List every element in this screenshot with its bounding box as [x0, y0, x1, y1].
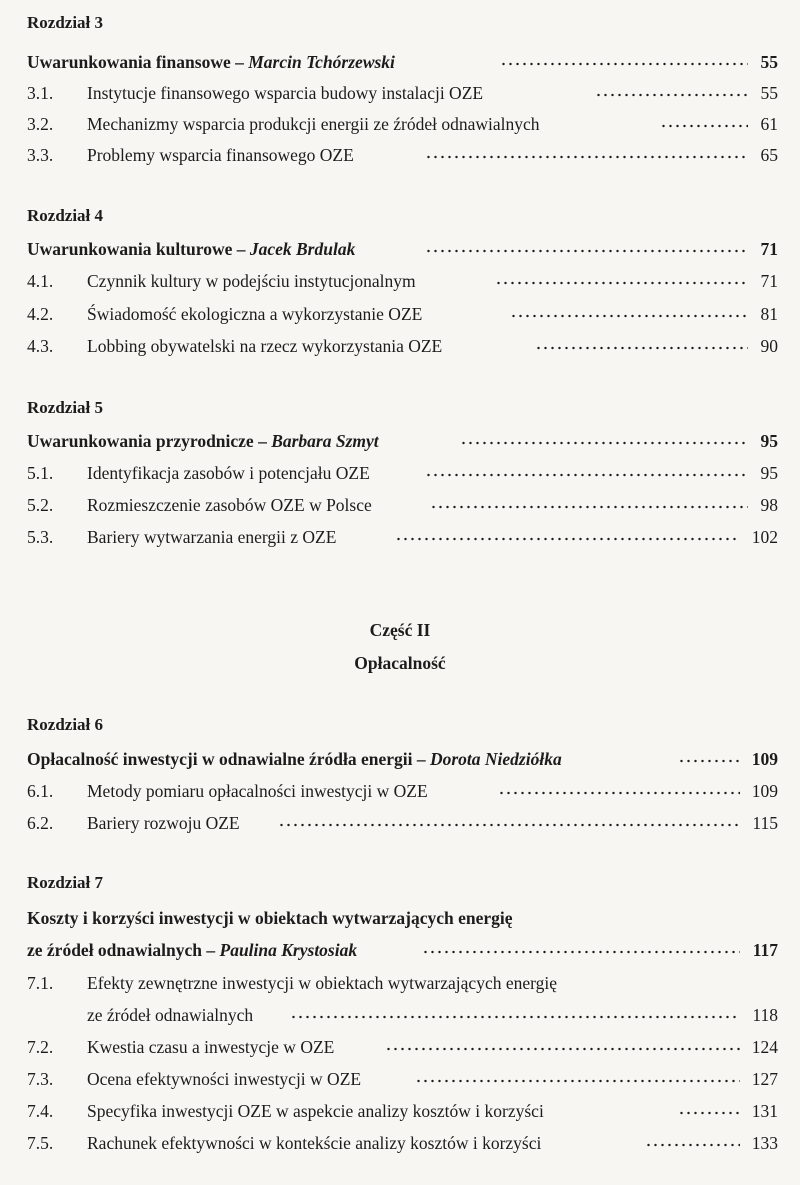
section-7-4[interactable]: 7.4. Specyfika inwestycji OZE w aspekcie analizy kosztów i korzyści 131 [27, 1101, 778, 1121]
page-number: 61 [760, 114, 778, 134]
section-5-1[interactable]: 5.1. Identyfikacja zasobów i potencjału OZE 95 [27, 463, 778, 483]
page-number: 81 [760, 304, 778, 324]
leader-dots [460, 437, 748, 449]
page-number: 109 [751, 781, 778, 801]
leader-dots [425, 469, 748, 481]
page-number: 124 [751, 1037, 778, 1057]
section-6-2[interactable]: 6.2. Bariery rozwoju OZE 115 [27, 813, 778, 833]
chapter-7-title: ze źródeł odnawialnych – Paulina Krystosiak [27, 940, 358, 960]
part-title: Opłacalność [354, 653, 446, 673]
section-3-2[interactable]: 3.2. Mechanizmy wsparcia produkcji energii ze źródeł odnawialnych 61 [27, 114, 778, 134]
page-number: 117 [752, 940, 778, 960]
leader-dots [660, 120, 748, 132]
leader-dots [385, 1043, 740, 1055]
leader-dots [510, 310, 748, 322]
page-number: 115 [752, 813, 778, 833]
leader-dots [500, 58, 748, 70]
page-number: 131 [751, 1101, 778, 1121]
section-7-1-line1[interactable]: 7.1. Efekty zewnętrzne inwestycji w obiektach wytwarzających energię [27, 973, 558, 993]
leader-dots [425, 245, 748, 257]
leader-dots [422, 946, 740, 958]
page-number: 71 [760, 271, 778, 291]
page-number: 95 [760, 463, 778, 483]
section-3-3[interactable]: 3.3. Problemy wsparcia finansowego OZE 65 [27, 145, 778, 165]
leader-dots [535, 342, 748, 354]
chapter-6-title: Opłacalność inwestycji w odnawialne źródła energii – Dorota Niedziółka [27, 749, 562, 769]
chapter-4-heading[interactable] [0, 238, 800, 260]
chapter-3-title: Uwarunkowania finansowe – Marcin Tchórzewski [27, 52, 395, 72]
leader-dots [495, 277, 748, 289]
part-label: Część II [369, 620, 431, 640]
page-number: 109 [751, 749, 778, 769]
chapter-6-heading[interactable] [0, 748, 800, 770]
chapter-5-heading[interactable] [0, 430, 800, 452]
page-number: 102 [751, 527, 778, 547]
section-4-3[interactable]: 4.3. Lobbing obywatelski na rzecz wykorzystania OZE 90 [27, 336, 778, 356]
chapter-3-label: Rozdział 3 [27, 13, 104, 32]
chapter-4-label: Rozdział 4 [27, 206, 104, 225]
page-number: 65 [760, 145, 778, 165]
chapter-5-title: Uwarunkowania przyrodnicze – Barbara Szmyt [27, 431, 379, 451]
page-number: 71 [760, 239, 778, 259]
leader-dots [278, 819, 740, 831]
chapter-3-heading[interactable] [0, 51, 800, 73]
chapter-7-heading-line1[interactable]: Koszty i korzyści inwestycji w obiektach wytwarzających energię [27, 908, 513, 928]
chapter-7-label: Rozdział 7 [27, 873, 104, 892]
chapter-4-title: Uwarunkowania kulturowe – Jacek Brdulak [27, 239, 356, 259]
chapter-6-label: Rozdział 6 [27, 715, 104, 734]
leader-dots [430, 501, 748, 513]
page-number: 90 [760, 336, 778, 356]
leader-dots [415, 1075, 740, 1087]
leader-dots [678, 1107, 740, 1119]
section-5-2[interactable]: 5.2. Rozmieszczenie zasobów OZE w Polsce 98 [27, 495, 778, 515]
page-number: 55 [760, 52, 778, 72]
chapter-7-heading[interactable] [0, 939, 800, 961]
section-3-1[interactable]: 3.1. Instytucje finansowego wsparcia budowy instalacji OZE 55 [27, 83, 778, 103]
section-7-5[interactable]: 7.5. Rachunek efektywności w kontekście analizy kosztów i korzyści 133 [27, 1133, 778, 1153]
leader-dots [290, 1011, 740, 1023]
leader-dots [645, 1139, 740, 1151]
leader-dots [395, 533, 740, 545]
page-number: 133 [751, 1133, 778, 1153]
page-number: 95 [760, 431, 778, 451]
page-number: 118 [752, 1005, 778, 1025]
leader-dots [595, 89, 748, 101]
leader-dots [425, 151, 748, 163]
section-7-3[interactable]: 7.3. Ocena efektywności inwestycji w OZE 127 [27, 1069, 778, 1089]
leader-dots [678, 755, 740, 767]
page-number: 55 [760, 83, 778, 103]
leader-dots [498, 787, 740, 799]
page-number: 98 [760, 495, 778, 515]
section-4-2[interactable]: 4.2. Świadomość ekologiczna a wykorzystanie OZE 81 [27, 304, 778, 324]
page-number: 127 [751, 1069, 778, 1089]
section-7-2[interactable]: 7.2. Kwestia czasu a inwestycje w OZE 124 [27, 1037, 778, 1057]
section-6-1[interactable]: 6.1. Metody pomiaru opłacalności inwestycji w OZE 109 [27, 781, 778, 801]
section-7-1[interactable]: ze źródeł odnawialnych 118 [87, 1005, 778, 1025]
chapter-5-label: Rozdział 5 [27, 398, 104, 417]
section-4-1[interactable]: 4.1. Czynnik kultury w podejściu instytucjonalnym 71 [27, 271, 778, 291]
section-5-3[interactable]: 5.3. Bariery wytwarzania energii z OZE 102 [27, 527, 778, 547]
